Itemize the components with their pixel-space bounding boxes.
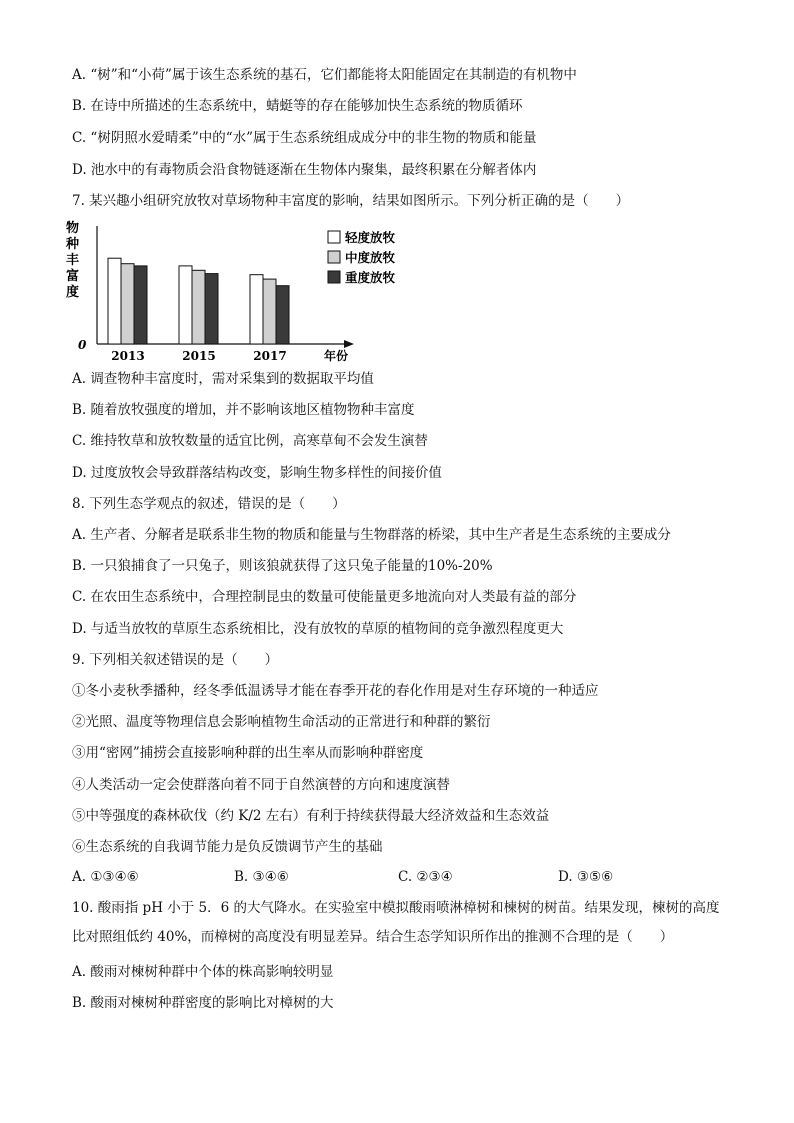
legend-swatch [328, 271, 340, 283]
q9-stem: 9. 下列相关叙述错误的是（ ） [72, 652, 279, 668]
bar-2013-3 [134, 266, 147, 344]
q7-option-a: A. 调查物种丰富度时，需对采集到的数据取平均值 [72, 371, 374, 387]
y-axis-label-char: 富 [66, 269, 80, 284]
q8-option-d: D. 与适当放牧的草原生态系统相比，没有放牧的草原的植物间的竞争激烈程度更大 [72, 621, 564, 637]
q9-option-c: C. ②③④ [398, 869, 453, 885]
bar-2015-1 [179, 266, 192, 344]
q7-stem: 7. 某兴趣小组研究放牧对草场物种丰富度的影响，结果如图所示。下列分析正确的是（ ） [72, 193, 630, 209]
y-axis-label-char: 度 [66, 285, 80, 300]
q6-option-b: B. 在诗中所描述的生态系统中，蜻蜓等的存在能够加快生态系统的物质循环 [72, 98, 523, 114]
x-tick-label: 2015 [182, 349, 216, 363]
q9-statement-4: ④人类活动一定会使群落向着不同于自然演替的方向和速度演替 [72, 777, 450, 793]
bar-2013-2 [121, 264, 134, 344]
x-axis-label: 年份 [324, 349, 349, 363]
q8-option-a: A. 生产者、分解者是联系非生物的物质和能量与生物群落的桥梁，其中生产者是生态系统的主要成分 [72, 527, 671, 543]
q10-stem: 10. 酸雨指 pH 小于 5．6 的大气降水。在实验室中模拟酸雨喷淋樟树和楝树的树苗。结果发现，楝树的高度比对照组低约 40%，而樟树的高度没有明显差异。结合生态学知识所作出的推测不合理的是（ ） [72, 900, 720, 945]
q8-stem: 8. 下列生态学观点的叙述，错误的是（ ） [72, 496, 346, 512]
q9-statement-2: ②光照、温度等物理信息会影响植物生命活动的正常进行和种群的繁衍 [72, 714, 491, 730]
q7-option-b: B. 随着放牧强度的增加，并不影响该地区植物物种丰富度 [72, 402, 415, 418]
q9-statement-5: ⑤中等强度的森林砍伐（约 K/2 左右）有利于持续获得最大经济效益和生态效益 [72, 808, 550, 824]
legend-label: 中度放牧 [345, 250, 396, 265]
q6-option-a: A. “树”和“小荷”属于该生态系统的基石，它们都能将太阳能固定在其制造的有机物中 [72, 67, 577, 83]
q9-statement-6: ⑥生态系统的自我调节能力是负反馈调节产生的基础 [72, 839, 383, 855]
q9-statement-3: ③用“密网”捕捞会直接影响种群的出生率从而影响种群密度 [72, 745, 424, 761]
legend-label: 轻度放牧 [345, 230, 396, 245]
q6-option-d: D. 池水中的有毒物质会沿食物链逐渐在生物体内聚集，最终积累在分解者体内 [72, 162, 537, 178]
legend-swatch [328, 231, 340, 243]
q9-option-a: A. ①③④⑥ [72, 869, 139, 885]
q7-option-d: D. 过度放牧会导致群落结构改变，影响生物多样性的间接价值 [72, 465, 442, 481]
q8-option-b: B. 一只狼捕食了一只兔子，则该狼就获得了这只兔子能量的10%-20% [72, 558, 493, 574]
y-axis-label-char: 种 [66, 237, 80, 252]
bar-2017-1 [250, 275, 263, 344]
q10-option-a: A. 酸雨对楝树种群中个体的株高影响较明显 [72, 964, 334, 980]
bar-2017-3 [276, 286, 289, 344]
y-axis-label-char: 丰 [66, 253, 80, 268]
bar-2015-3 [205, 274, 218, 344]
q9-options [72, 869, 712, 887]
bar-2013-1 [108, 258, 121, 344]
bar-2015-2 [192, 270, 205, 344]
q9-option-d: D. ③⑤⑥ [558, 869, 614, 885]
x-tick-label: 2017 [253, 349, 287, 363]
species-richness-chart [64, 218, 396, 368]
legend-label: 重度放牧 [345, 270, 396, 285]
q9-option-b: B. ③④⑥ [234, 869, 289, 885]
x-tick-label: 2013 [111, 349, 145, 363]
bar-2017-2 [263, 279, 276, 344]
q9-statement-1: ①冬小麦秋季播种，经冬季低温诱导才能在春季开花的春化作用是对生存环境的一种适应 [72, 683, 599, 699]
legend-swatch [328, 251, 340, 263]
y-axis-label-char: 物 [66, 221, 80, 236]
q10-option-b: B. 酸雨对楝树种群密度的影响比对樟树的大 [72, 995, 334, 1011]
origin-label: 0 [78, 338, 87, 352]
q6-option-c: C. “树阴照水爱晴柔”中的“水”属于生态系统组成成分中的非生物的物质和能量 [72, 130, 537, 146]
q8-option-c: C. 在农田生态系统中，合理控制昆虫的数量可使能量更多地流向对人类最有益的部分 [72, 589, 577, 605]
q7-option-c: C. 维持牧草和放牧数量的适宜比例，高寒草甸不会发生演替 [72, 433, 428, 449]
